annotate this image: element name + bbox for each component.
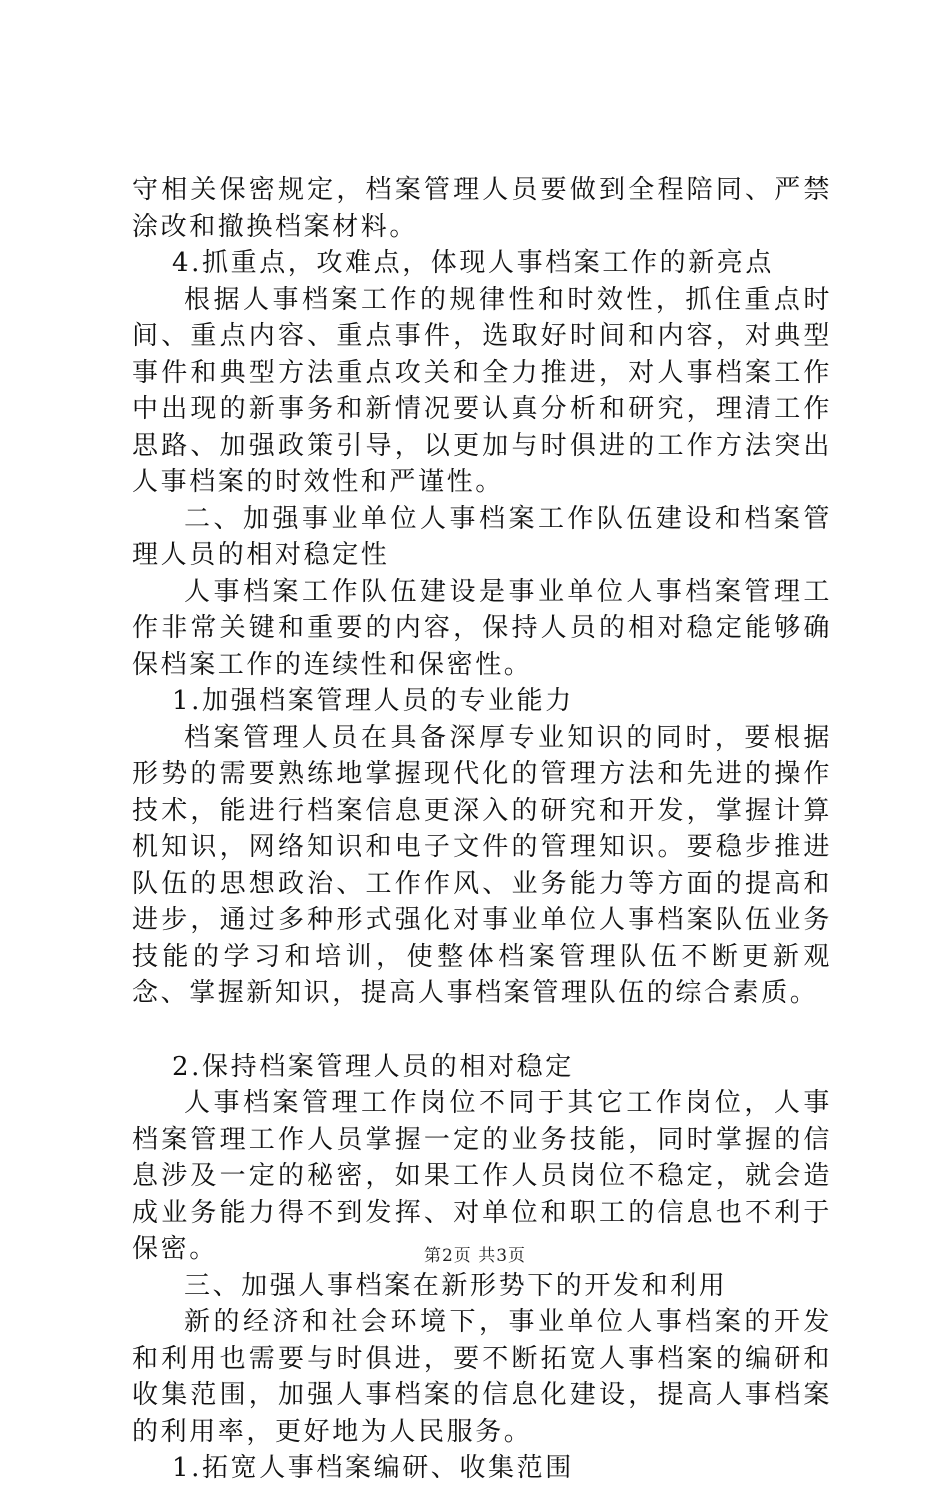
paragraph: 新的经济和社会环境下，事业单位人事档案的开发和利用也需要与时俱进，要不断拓宽人事档案的编研和收集范围，加强人事档案的信息化建设，提高人事档案的利用率，更好地为人民服务。 — [132, 1307, 832, 1447]
subheading-1: 1.加强档案管理人员的专业能力 — [172, 686, 574, 716]
paragraph-continuation: 守相关保密规定，档案管理人员要做到全程陪同、严禁涂改和撤换档案材料。 — [132, 175, 832, 242]
paragraph: 人事档案工作队伍建设是事业单位人事档案管理工作非常关键和重要的内容，保持人员的相对稳定能够确保档案工作的连续性和保密性。 — [132, 576, 832, 680]
paragraph: 档案管理人员在具备深厚专业知识的同时，要根据形势的需要熟练地掌握现代化的管理方法和先进的操作技术，能进行档案信息更深入的研究和开发，掌握计算机知识，网络知识和电子文件的管理知识。要稳步推进队伍的思想政治、工作作风、业务能力等方面的提高和进步，通过多种形式强化对事业单位人事档案队伍业务技能的学习和培训，使整体档案管理队伍不断更新观念、掌握新知识，提高人事档案管理队伍的综合素质。 — [132, 722, 832, 1008]
paragraph: 根据人事档案工作的规律性和时效性，抓住重点时间、重点内容、重点事件，选取好时间和内容，对典型事件和典型方法重点攻关和全力推进，对人事档案工作中出现的新事务和新情况要认真分析和研究，理清工作思路、加强政策引导，以更加与时俱进的工作方法突出人事档案的时效性和严谨性。 — [132, 284, 832, 497]
paragraph-gap — [132, 1012, 832, 1049]
page-footer: 第2页 共3页 — [423, 1246, 527, 1266]
section-heading-3: 三、加强人事档案在新形势下的开发和利用 — [184, 1270, 728, 1301]
section-heading-2: 二、加强事业单位人事档案工作队伍建设和档案管理人员的相对稳定性 — [132, 503, 832, 570]
paragraph: 人事档案管理工作岗位不同于其它工作岗位，人事档案管理工作人员掌握一定的业务技能，同时掌握的信息涉及一定的秘密，如果工作人员岗位不稳定，就会造成业务能力得不到发挥、对单位和职工的信息也不利于保密。 — [132, 1088, 832, 1264]
document-body — [132, 172, 832, 1487]
subheading-4: 4.抓重点，攻难点，体现人事档案工作的新亮点 — [172, 248, 775, 278]
subheading-2: 2.保持档案管理人员的相对稳定 — [172, 1051, 574, 1082]
subheading-1: 1.拓宽人事档案编研、收集范围 — [172, 1453, 574, 1483]
